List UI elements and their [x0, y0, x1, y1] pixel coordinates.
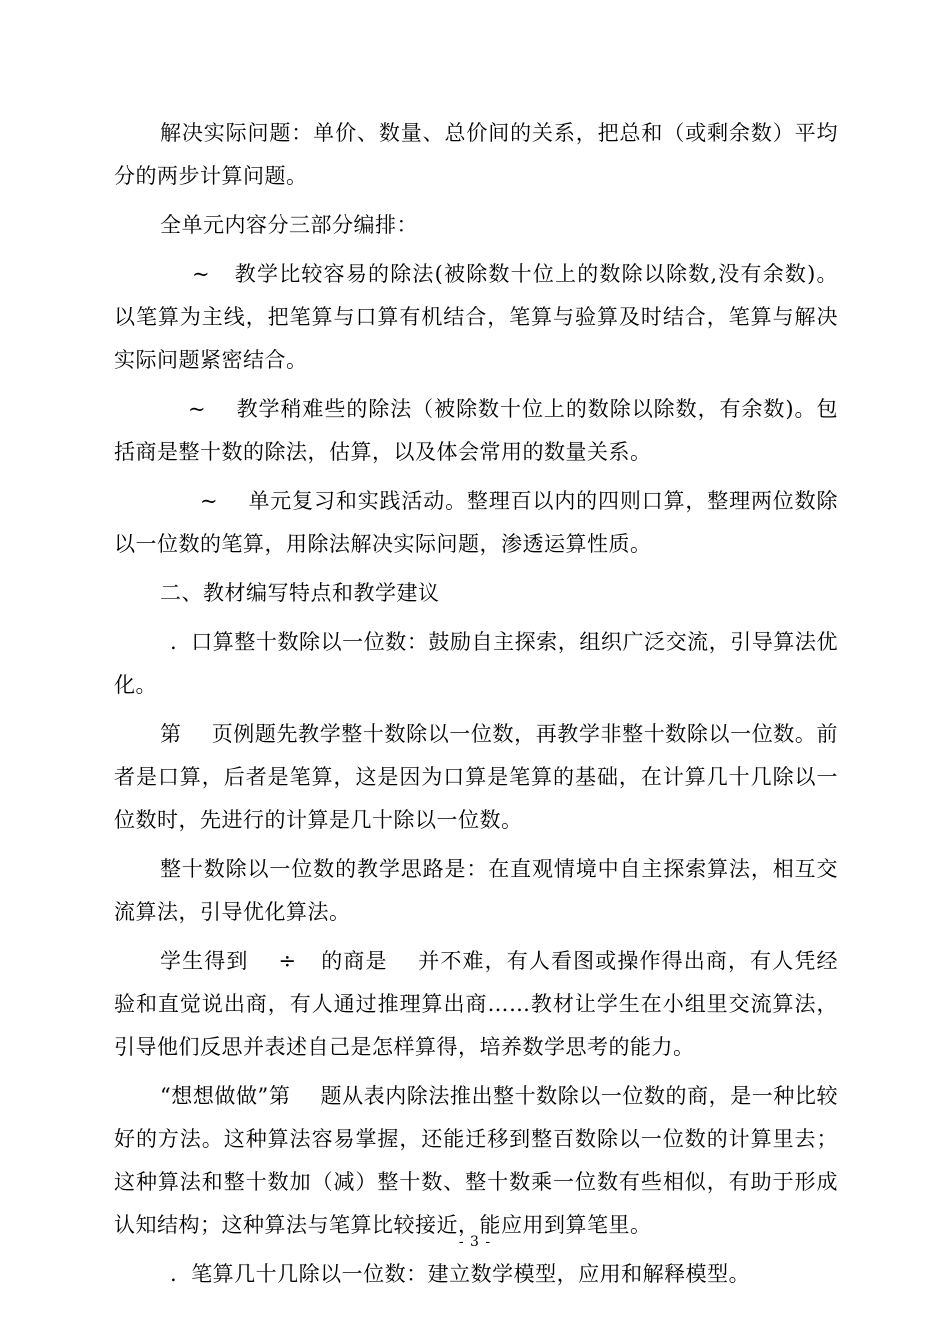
paragraph-unit-arrangement: [114, 204, 838, 247]
paragraph-part-three: [114, 480, 838, 566]
document-body: [114, 112, 838, 1302]
list-marker: ~: [188, 397, 207, 421]
paragraph-text: 题从表内除法推出整十数除以一位数的商，是一种比较好的方法。这种算法容易掌握，还能迁移到整百数除以一位数的计算里去；这种算法和整十数加（减）整十数、整十数乘一位数有些相似，有助于形成认知结构；这种算法与笔算比较接近，能应用到算笔里。: [114, 1084, 838, 1237]
paragraph-lead: “想想做做”第: [160, 1084, 291, 1108]
paragraph-text: 教学比较容易的除法(被除数十位上的数除以除数,没有余数)。以笔算为主线，把笔算与口算有机结合，笔算与验算及时结合，笔算与解决实际问题紧密结合。: [114, 262, 838, 372]
paragraph-oral-calculation: [114, 621, 838, 707]
paragraph-text: 全单元内容分三部分编排：: [160, 213, 418, 237]
paragraph-teaching-approach: [114, 848, 838, 934]
paragraph-think-and-do: [114, 1075, 838, 1247]
page-number: - 3 -: [458, 1234, 492, 1250]
list-marker: .: [170, 1262, 178, 1286]
paragraph-text: 页例题先教学整十数除以一位数，再教学非整十数除以一位数。前者是口算，后者是笔算，这是因为口算是笔算的基础，在计算几十几除以一位数时，先进行的计算是几十除以一位数。: [114, 722, 839, 832]
paragraph-text: 整十数除以一位数的教学思路是：在直观情境中自主探索算法，相互交流算法，引导优化算法。: [114, 857, 838, 924]
paragraph-written-calculation: [114, 1253, 838, 1296]
paragraph-part-one: [114, 253, 838, 382]
paragraph-mid: 的商是: [320, 949, 388, 973]
paragraph-text: 教学稍难些的除法（被除数十位上的数除以除数，有余数)。包括商是整十数的除法，估算，以及体会常用的数量关系。: [114, 397, 838, 464]
paragraph-part-two: [114, 388, 838, 474]
section-heading: [114, 572, 838, 615]
paragraph-text: 解决实际问题：单价、数量、总价间的关系，把总和（或剩余数）平均分的两步计算问题。: [114, 121, 838, 188]
paragraph-lead: 第: [160, 722, 182, 746]
list-marker: ~: [200, 489, 219, 513]
heading-text: 二、教材编写特点和教学建议: [160, 581, 440, 605]
paragraph-student-quotient: [114, 940, 838, 1069]
paragraph-text: 并不难，有人看图或操作得出商，有人凭经验和直觉说出商，有人通过推理算出商……教材让学生在小组里交流算法，引导他们反思并表述自己是怎样算得，培养数学思考的能力。: [114, 949, 839, 1059]
paragraph-example: [114, 713, 838, 842]
list-marker: ~: [192, 262, 211, 286]
list-marker: .: [170, 630, 178, 654]
division-sign: ÷: [278, 949, 297, 973]
paragraph-text: 单元复习和实践活动。整理百以内的四则口算，整理两位数除以一位数的笔算，用除法解决实际问题，渗透运算性质。: [114, 489, 838, 556]
paragraph-text: 笔算几十几除以一位数：建立数学模型，应用和解释模型。: [191, 1262, 751, 1286]
paragraph-practical-problems: [114, 112, 838, 198]
paragraph-text: 口算整十数除以一位数：鼓励自主探索，组织广泛交流，引导算法优化。: [114, 630, 838, 697]
paragraph-lead: 学生得到: [160, 949, 249, 973]
